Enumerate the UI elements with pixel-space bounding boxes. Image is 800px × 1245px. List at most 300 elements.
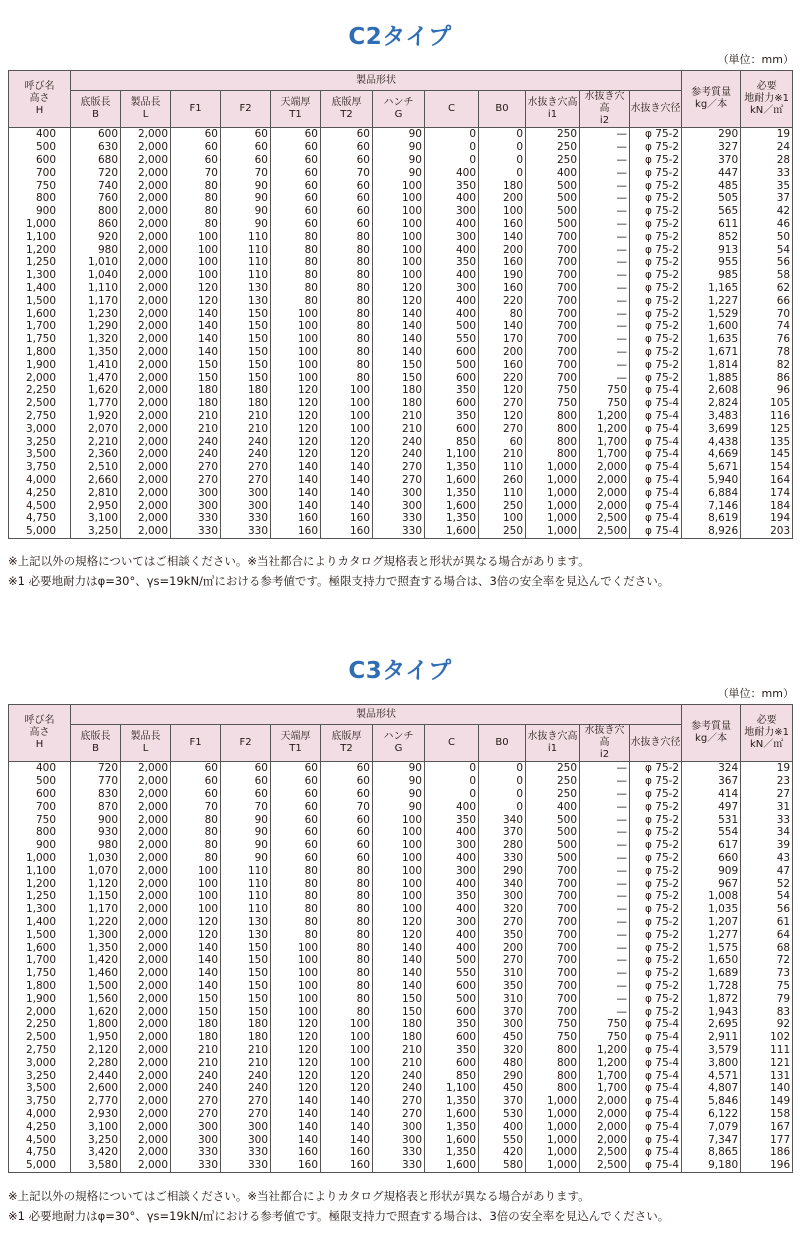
cell-i2: — xyxy=(580,230,630,243)
table-row xyxy=(9,1095,793,1108)
cell-h: 1,600 xyxy=(9,941,71,954)
cell-f1: 120 xyxy=(171,916,221,929)
cell-b0: 260 xyxy=(479,474,526,487)
cell-i1: 700 xyxy=(526,307,580,320)
cell-g: 140 xyxy=(373,967,425,980)
cell-i2: — xyxy=(580,358,630,371)
cell-f1: 140 xyxy=(171,333,221,346)
cell-hole: φ 75-4 xyxy=(630,461,682,474)
cell-hole: φ 75-2 xyxy=(630,800,682,813)
header-t1: 天端厚 T1 xyxy=(271,725,321,762)
cell-l: 2,000 xyxy=(121,448,171,461)
cell-load: 86 xyxy=(741,371,793,384)
cell-b0: 190 xyxy=(479,269,526,282)
cell-l: 2,000 xyxy=(121,1056,171,1069)
cell-t1: 120 xyxy=(271,448,321,461)
header-b: 底版長 B xyxy=(71,91,121,128)
cell-b: 1,500 xyxy=(71,980,121,993)
cell-i2: — xyxy=(580,762,630,775)
cell-b0: 100 xyxy=(479,512,526,525)
cell-i2: 750 xyxy=(580,1031,630,1044)
cell-i1: 400 xyxy=(526,166,580,179)
cell-t1: 100 xyxy=(271,307,321,320)
cell-g: 330 xyxy=(373,1146,425,1159)
cell-f2: 90 xyxy=(221,218,271,231)
table-row xyxy=(9,243,793,256)
cell-c: 1,350 xyxy=(425,1095,479,1108)
cell-l: 2,000 xyxy=(121,1095,171,1108)
cell-b0: 450 xyxy=(479,1082,526,1095)
header-mass: 参考質量 kg／本 xyxy=(682,71,741,128)
cell-t2: 80 xyxy=(321,307,373,320)
cell-h: 1,400 xyxy=(9,916,71,929)
header-b0: B0 xyxy=(479,91,526,128)
cell-g: 150 xyxy=(373,992,425,1005)
spec-table-c3 xyxy=(8,704,793,1173)
cell-t1: 80 xyxy=(271,890,321,903)
cell-c: 600 xyxy=(425,1056,479,1069)
cell-mass: 8,619 xyxy=(682,512,741,525)
cell-t1: 60 xyxy=(271,179,321,192)
cell-h: 2,000 xyxy=(9,1005,71,1018)
cell-t1: 100 xyxy=(271,954,321,967)
cell-t2: 80 xyxy=(321,333,373,346)
header-f2: F2 xyxy=(221,91,271,128)
cell-hole: φ 75-4 xyxy=(630,1069,682,1082)
cell-t1: 120 xyxy=(271,1044,321,1057)
cell-i2: — xyxy=(580,864,630,877)
cell-i2: 1,700 xyxy=(580,1069,630,1082)
cell-f2: 240 xyxy=(221,448,271,461)
cell-load: 62 xyxy=(741,282,793,295)
cell-f2: 110 xyxy=(221,243,271,256)
cell-h: 4,500 xyxy=(9,1133,71,1146)
cell-c: 1,350 xyxy=(425,1120,479,1133)
cell-load: 184 xyxy=(741,499,793,512)
cell-c: 850 xyxy=(425,435,479,448)
cell-hole: φ 75-2 xyxy=(630,813,682,826)
cell-i2: 2,000 xyxy=(580,499,630,512)
cell-g: 100 xyxy=(373,864,425,877)
cell-l: 2,000 xyxy=(121,141,171,154)
cell-l: 2,000 xyxy=(121,269,171,282)
cell-mass: 3,800 xyxy=(682,1056,741,1069)
cell-f1: 330 xyxy=(171,512,221,525)
cell-c: 1,350 xyxy=(425,1146,479,1159)
cell-h: 3,500 xyxy=(9,448,71,461)
cell-f2: 110 xyxy=(221,269,271,282)
cell-l: 2,000 xyxy=(121,992,171,1005)
cell-t1: 120 xyxy=(271,410,321,423)
cell-f2: 210 xyxy=(221,1044,271,1057)
cell-t1: 140 xyxy=(271,486,321,499)
cell-load: 50 xyxy=(741,230,793,243)
cell-b0: 290 xyxy=(479,1069,526,1082)
cell-f2: 60 xyxy=(221,154,271,167)
cell-t2: 80 xyxy=(321,992,373,1005)
table-row xyxy=(9,141,793,154)
cell-mass: 2,608 xyxy=(682,384,741,397)
cell-b0: 210 xyxy=(479,448,526,461)
cell-l: 2,000 xyxy=(121,852,171,865)
cell-f2: 60 xyxy=(221,775,271,788)
cell-hole: φ 75-4 xyxy=(630,1108,682,1121)
table-row xyxy=(9,826,793,839)
cell-i2: 1,700 xyxy=(580,1082,630,1095)
table-row xyxy=(9,890,793,903)
cell-l: 2,000 xyxy=(121,1146,171,1159)
cell-b0: 0 xyxy=(479,166,526,179)
cell-i2: 1,700 xyxy=(580,435,630,448)
cell-t2: 80 xyxy=(321,928,373,941)
cell-b: 1,120 xyxy=(71,877,121,890)
cell-f2: 300 xyxy=(221,486,271,499)
cell-f2: 60 xyxy=(221,128,271,141)
cell-b0: 350 xyxy=(479,980,526,993)
cell-t1: 100 xyxy=(271,992,321,1005)
cell-i1: 1,000 xyxy=(526,1120,580,1133)
cell-i1: 1,000 xyxy=(526,499,580,512)
cell-f1: 140 xyxy=(171,980,221,993)
cell-g: 100 xyxy=(373,877,425,890)
cell-i1: 700 xyxy=(526,282,580,295)
cell-i2: — xyxy=(580,371,630,384)
cell-f1: 210 xyxy=(171,1044,221,1057)
cell-b: 800 xyxy=(71,205,121,218)
cell-h: 1,500 xyxy=(9,928,71,941)
cell-l: 2,000 xyxy=(121,243,171,256)
cell-h: 700 xyxy=(9,166,71,179)
cell-g: 90 xyxy=(373,800,425,813)
header-i2: 水抜き穴高 i2 xyxy=(580,91,630,128)
cell-l: 2,000 xyxy=(121,525,171,538)
cell-t2: 160 xyxy=(321,1146,373,1159)
cell-f1: 80 xyxy=(171,813,221,826)
cell-mass: 3,483 xyxy=(682,410,741,423)
cell-b0: 320 xyxy=(479,903,526,916)
cell-c: 0 xyxy=(425,775,479,788)
cell-l: 2,000 xyxy=(121,762,171,775)
table-row xyxy=(9,852,793,865)
cell-f1: 60 xyxy=(171,141,221,154)
cell-load: 135 xyxy=(741,435,793,448)
cell-c: 400 xyxy=(425,294,479,307)
cell-t2: 140 xyxy=(321,1133,373,1146)
header-load: 必要 地耐力※1 kN／㎡ xyxy=(741,71,793,128)
table-row xyxy=(9,230,793,243)
cell-hole: φ 75-4 xyxy=(630,1082,682,1095)
cell-b: 3,100 xyxy=(71,512,121,525)
cell-t2: 80 xyxy=(321,282,373,295)
cell-g: 100 xyxy=(373,218,425,231)
cell-load: 35 xyxy=(741,179,793,192)
header-l: 製品長 L xyxy=(121,725,171,762)
cell-l: 2,000 xyxy=(121,775,171,788)
cell-b0: 420 xyxy=(479,1146,526,1159)
cell-f1: 240 xyxy=(171,435,221,448)
cell-i2: — xyxy=(580,179,630,192)
cell-load: 33 xyxy=(741,166,793,179)
cell-c: 850 xyxy=(425,1069,479,1082)
cell-f1: 140 xyxy=(171,346,221,359)
cell-i2: 750 xyxy=(580,397,630,410)
cell-c: 1,600 xyxy=(425,525,479,538)
cell-hole: φ 75-2 xyxy=(630,1005,682,1018)
table-row xyxy=(9,256,793,269)
table-row xyxy=(9,1159,793,1172)
cell-hole: φ 75-4 xyxy=(630,1159,682,1172)
cell-l: 2,000 xyxy=(121,384,171,397)
cell-b0: 270 xyxy=(479,422,526,435)
table-row xyxy=(9,371,793,384)
cell-g: 100 xyxy=(373,243,425,256)
cell-mass: 531 xyxy=(682,813,741,826)
cell-l: 2,000 xyxy=(121,941,171,954)
cell-i2: — xyxy=(580,269,630,282)
cell-t2: 60 xyxy=(321,839,373,852)
cell-l: 2,000 xyxy=(121,282,171,295)
cell-hole: φ 75-2 xyxy=(630,179,682,192)
cell-mass: 8,865 xyxy=(682,1146,741,1159)
cell-f2: 90 xyxy=(221,839,271,852)
cell-i1: 700 xyxy=(526,903,580,916)
cell-f2: 150 xyxy=(221,941,271,954)
cell-h: 3,750 xyxy=(9,461,71,474)
cell-i1: 700 xyxy=(526,320,580,333)
table-row xyxy=(9,941,793,954)
cell-g: 120 xyxy=(373,928,425,941)
cell-i1: 700 xyxy=(526,256,580,269)
cell-h: 3,750 xyxy=(9,1095,71,1108)
cell-load: 70 xyxy=(741,307,793,320)
cell-i2: 2,000 xyxy=(580,486,630,499)
cell-l: 2,000 xyxy=(121,903,171,916)
cell-hole: φ 75-2 xyxy=(630,320,682,333)
table-row xyxy=(9,486,793,499)
cell-b: 2,810 xyxy=(71,486,121,499)
cell-c: 350 xyxy=(425,179,479,192)
cell-b0: 580 xyxy=(479,1159,526,1172)
cell-hole: φ 75-2 xyxy=(630,826,682,839)
cell-load: 73 xyxy=(741,967,793,980)
cell-load: 167 xyxy=(741,1120,793,1133)
cell-hole: φ 75-2 xyxy=(630,307,682,320)
cell-hole: φ 75-2 xyxy=(630,371,682,384)
cell-i2: — xyxy=(580,826,630,839)
cell-f2: 130 xyxy=(221,916,271,929)
cell-h: 750 xyxy=(9,813,71,826)
cell-mass: 8,926 xyxy=(682,525,741,538)
cell-i2: — xyxy=(580,980,630,993)
cell-f2: 130 xyxy=(221,928,271,941)
cell-f1: 120 xyxy=(171,928,221,941)
cell-load: 24 xyxy=(741,141,793,154)
header-g: ハンチ G xyxy=(373,725,425,762)
cell-f2: 240 xyxy=(221,435,271,448)
cell-f2: 150 xyxy=(221,333,271,346)
cell-i2: 1,200 xyxy=(580,410,630,423)
cell-c: 500 xyxy=(425,954,479,967)
cell-i2: 1,200 xyxy=(580,1056,630,1069)
unit-label-c3: （単位：mm） xyxy=(717,687,794,700)
cell-h: 3,250 xyxy=(9,1069,71,1082)
cell-t1: 120 xyxy=(271,1031,321,1044)
cell-g: 240 xyxy=(373,1069,425,1082)
table-row xyxy=(9,307,793,320)
table-row xyxy=(9,800,793,813)
cell-i1: 1,000 xyxy=(526,474,580,487)
cell-g: 120 xyxy=(373,916,425,929)
cell-h: 4,250 xyxy=(9,486,71,499)
cell-mass: 1,728 xyxy=(682,980,741,993)
cell-t1: 60 xyxy=(271,826,321,839)
cell-f1: 330 xyxy=(171,525,221,538)
cell-f1: 80 xyxy=(171,826,221,839)
cell-i1: 800 xyxy=(526,1069,580,1082)
cell-t2: 120 xyxy=(321,1082,373,1095)
cell-t1: 120 xyxy=(271,422,321,435)
cell-h: 1,800 xyxy=(9,346,71,359)
cell-l: 2,000 xyxy=(121,166,171,179)
cell-i1: 1,000 xyxy=(526,512,580,525)
cell-hole: φ 75-2 xyxy=(630,230,682,243)
cell-h: 4,750 xyxy=(9,512,71,525)
cell-f1: 100 xyxy=(171,890,221,903)
cell-h: 3,250 xyxy=(9,435,71,448)
cell-i2: — xyxy=(580,320,630,333)
cell-c: 600 xyxy=(425,1031,479,1044)
cell-t2: 120 xyxy=(321,435,373,448)
cell-mass: 1,277 xyxy=(682,928,741,941)
cell-f2: 330 xyxy=(221,512,271,525)
cell-load: 54 xyxy=(741,890,793,903)
cell-mass: 7,079 xyxy=(682,1120,741,1133)
cell-h: 1,200 xyxy=(9,877,71,890)
table-row xyxy=(9,877,793,890)
cell-t1: 100 xyxy=(271,941,321,954)
cell-load: 56 xyxy=(741,903,793,916)
cell-g: 100 xyxy=(373,903,425,916)
cell-i1: 800 xyxy=(526,1044,580,1057)
cell-f1: 180 xyxy=(171,1018,221,1031)
cell-load: 43 xyxy=(741,852,793,865)
cell-b0: 140 xyxy=(479,320,526,333)
cell-l: 2,000 xyxy=(121,1159,171,1172)
cell-i1: 1,000 xyxy=(526,1095,580,1108)
cell-t2: 60 xyxy=(321,192,373,205)
cell-i1: 750 xyxy=(526,1031,580,1044)
table-row xyxy=(9,762,793,775)
cell-c: 400 xyxy=(425,826,479,839)
cell-mass: 967 xyxy=(682,877,741,890)
cell-g: 180 xyxy=(373,1031,425,1044)
table-row xyxy=(9,1056,793,1069)
cell-f2: 150 xyxy=(221,371,271,384)
cell-g: 90 xyxy=(373,762,425,775)
cell-b: 1,800 xyxy=(71,1018,121,1031)
cell-i2: — xyxy=(580,282,630,295)
cell-b0: 0 xyxy=(479,775,526,788)
table-body-c3 xyxy=(9,762,793,1173)
cell-b: 1,460 xyxy=(71,967,121,980)
cell-b: 1,920 xyxy=(71,410,121,423)
cell-i1: 700 xyxy=(526,992,580,1005)
cell-h: 1,750 xyxy=(9,967,71,980)
cell-t2: 60 xyxy=(321,826,373,839)
table-row xyxy=(9,813,793,826)
cell-f2: 150 xyxy=(221,1005,271,1018)
table-row xyxy=(9,1082,793,1095)
cell-c: 400 xyxy=(425,877,479,890)
cell-l: 2,000 xyxy=(121,967,171,980)
cell-f1: 100 xyxy=(171,877,221,890)
cell-l: 2,000 xyxy=(121,422,171,435)
cell-c: 600 xyxy=(425,1005,479,1018)
table-row xyxy=(9,1018,793,1031)
cell-f1: 300 xyxy=(171,1133,221,1146)
cell-c: 300 xyxy=(425,205,479,218)
cell-i2: — xyxy=(580,992,630,1005)
table-row xyxy=(9,384,793,397)
cell-hole: φ 75-2 xyxy=(630,256,682,269)
table-row xyxy=(9,346,793,359)
cell-g: 300 xyxy=(373,499,425,512)
cell-l: 2,000 xyxy=(121,1044,171,1057)
cell-hole: φ 75-4 xyxy=(630,448,682,461)
cell-hole: φ 75-2 xyxy=(630,333,682,346)
cell-h: 1,000 xyxy=(9,852,71,865)
cell-b0: 60 xyxy=(479,435,526,448)
cell-f1: 80 xyxy=(171,205,221,218)
table-row xyxy=(9,775,793,788)
cell-t1: 80 xyxy=(271,877,321,890)
cell-t2: 140 xyxy=(321,499,373,512)
cell-f2: 60 xyxy=(221,762,271,775)
cell-i2: — xyxy=(580,346,630,359)
cell-t1: 100 xyxy=(271,358,321,371)
cell-f2: 300 xyxy=(221,1133,271,1146)
cell-hole: φ 75-4 xyxy=(630,499,682,512)
table-row xyxy=(9,218,793,231)
table-row xyxy=(9,1005,793,1018)
cell-load: 116 xyxy=(741,410,793,423)
table-row xyxy=(9,448,793,461)
cell-load: 75 xyxy=(741,980,793,993)
cell-hole: φ 75-2 xyxy=(630,941,682,954)
cell-f1: 300 xyxy=(171,486,221,499)
cell-c: 350 xyxy=(425,1044,479,1057)
cell-b: 1,290 xyxy=(71,320,121,333)
header-shape-group: 製品形状 xyxy=(71,705,682,725)
cell-t1: 80 xyxy=(271,294,321,307)
cell-i2: — xyxy=(580,243,630,256)
table-row xyxy=(9,839,793,852)
cell-g: 270 xyxy=(373,1108,425,1121)
cell-i1: 750 xyxy=(526,384,580,397)
cell-t2: 80 xyxy=(321,269,373,282)
cell-l: 2,000 xyxy=(121,307,171,320)
cell-b0: 170 xyxy=(479,333,526,346)
cell-t1: 80 xyxy=(271,269,321,282)
cell-f2: 150 xyxy=(221,967,271,980)
cell-c: 300 xyxy=(425,839,479,852)
cell-l: 2,000 xyxy=(121,410,171,423)
cell-mass: 1,635 xyxy=(682,333,741,346)
cell-t2: 160 xyxy=(321,512,373,525)
cell-mass: 852 xyxy=(682,230,741,243)
cell-mass: 9,180 xyxy=(682,1159,741,1172)
cell-f1: 80 xyxy=(171,218,221,231)
